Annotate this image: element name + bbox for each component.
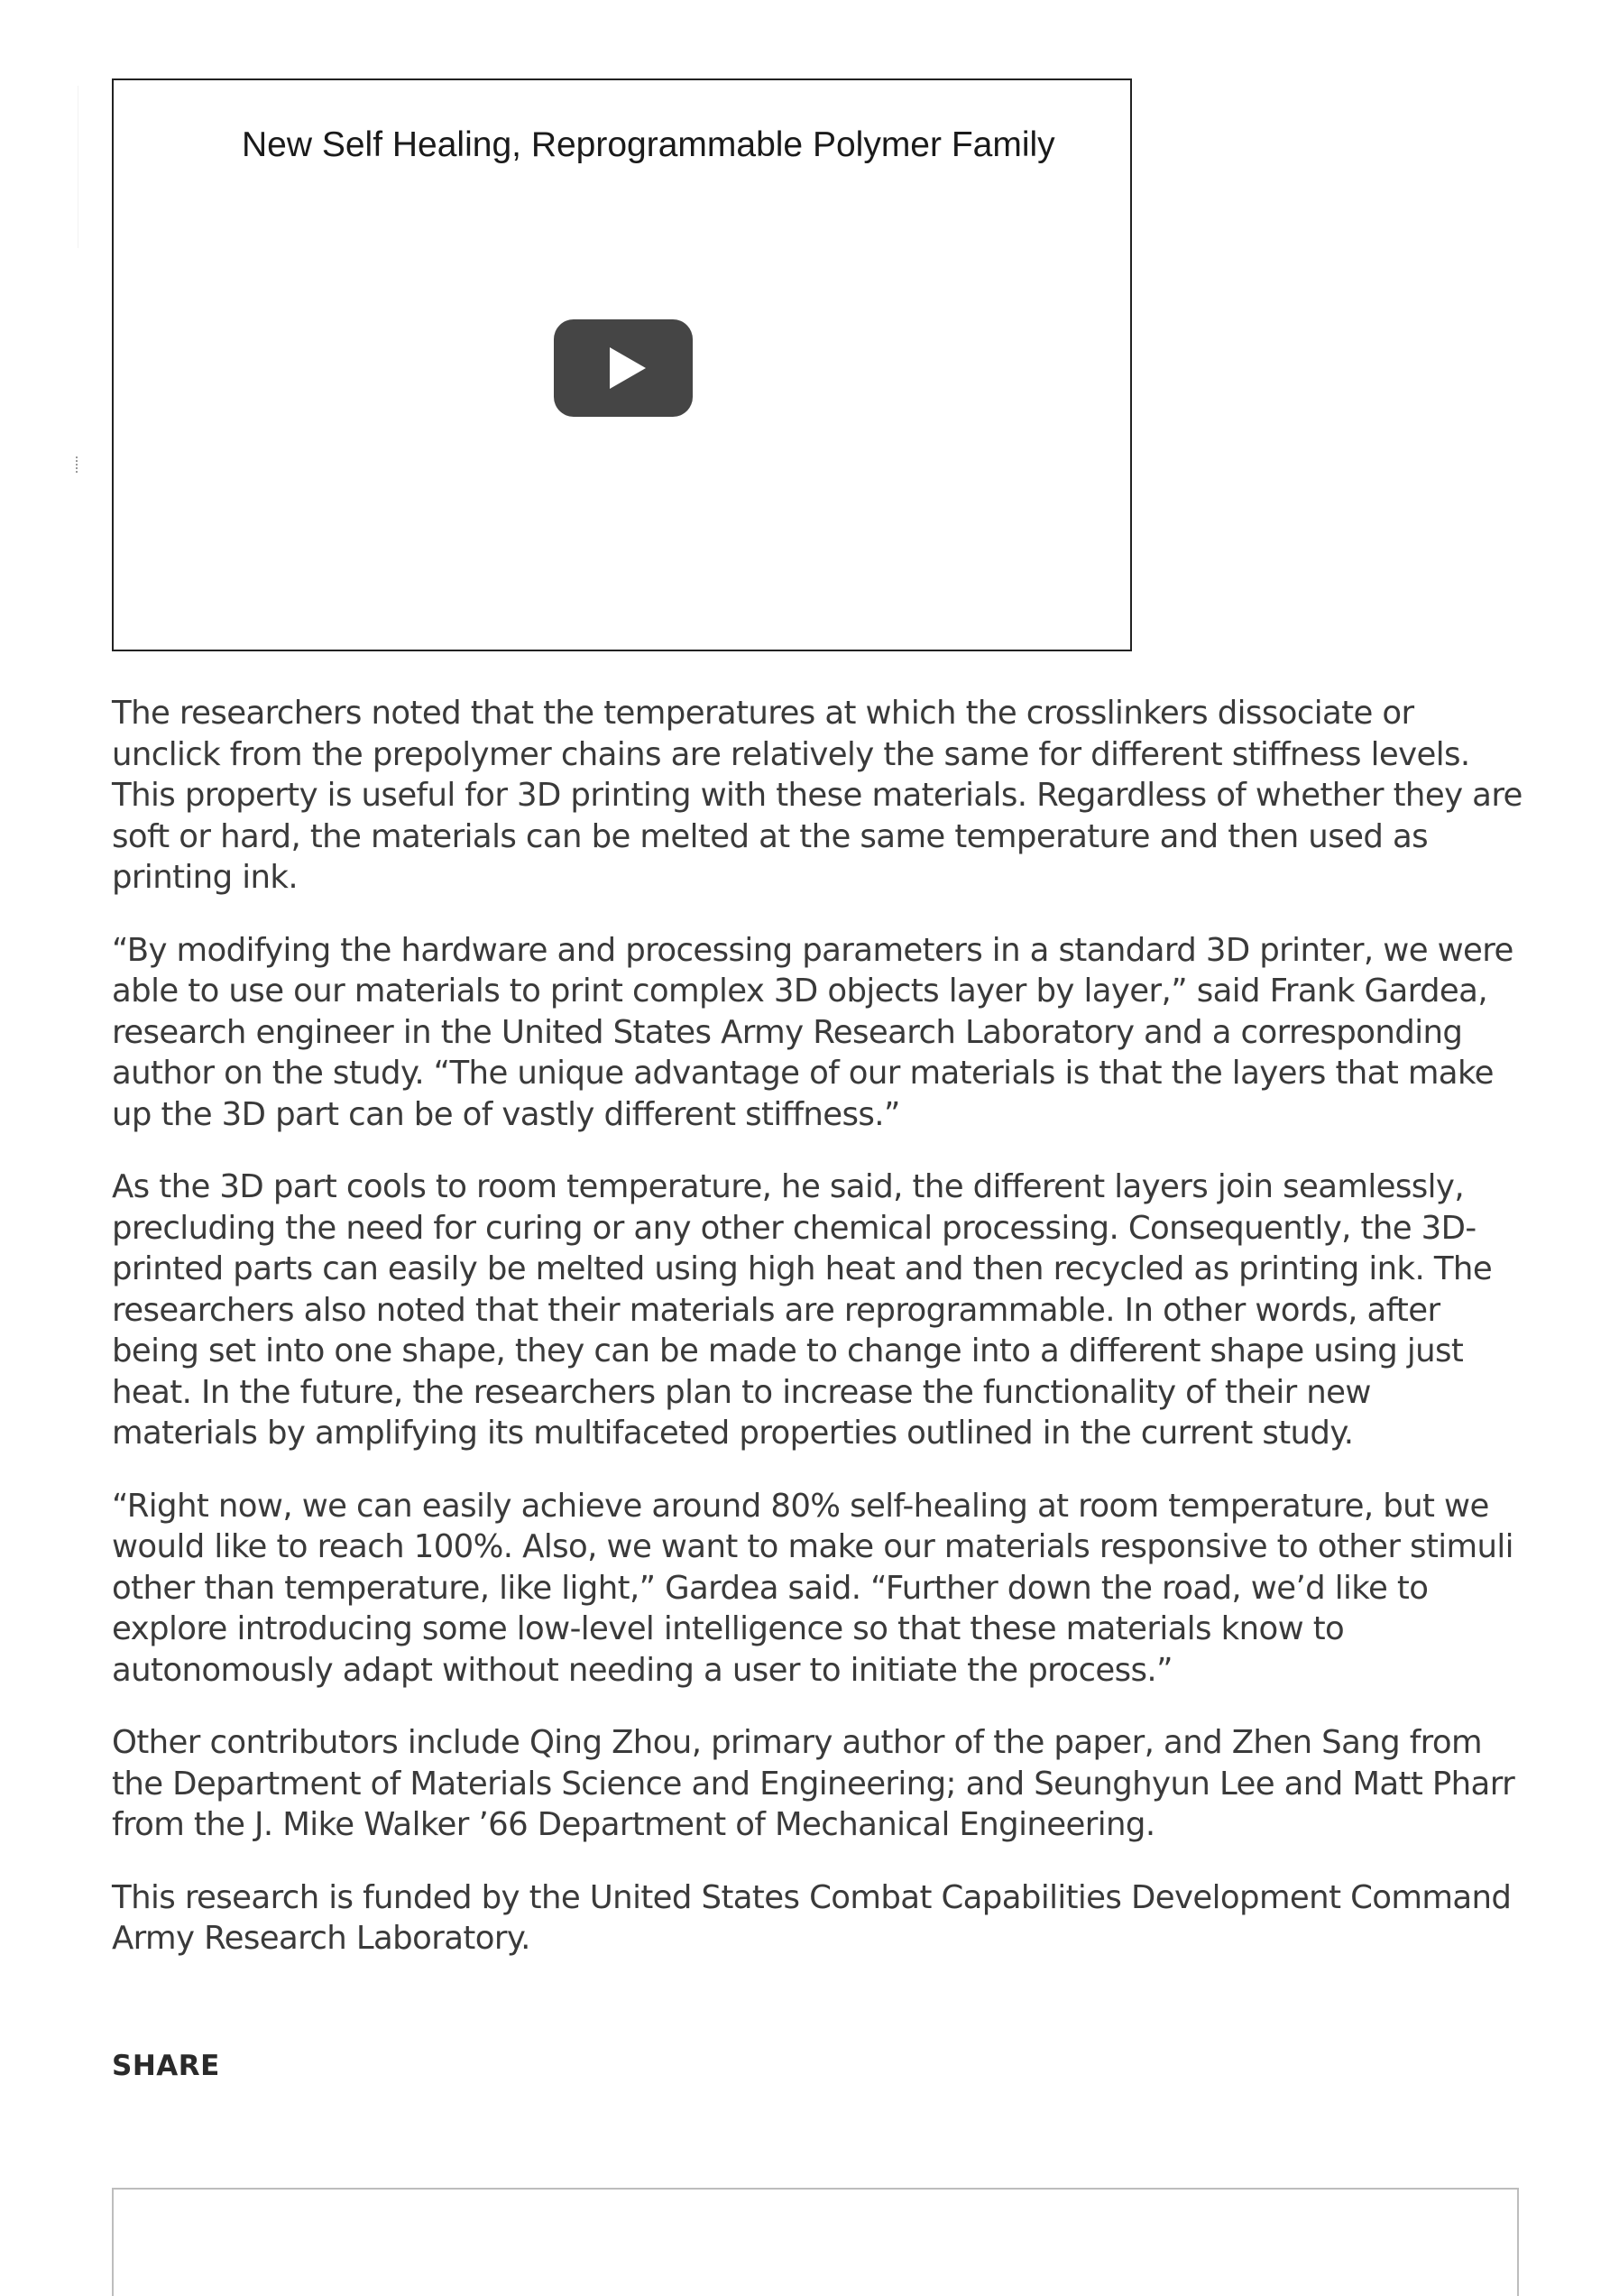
article-paragraph: As the 3D part cools to room temperature, he said, the different layers join seamlessly, precluding the need for curing or any other chemical processing. Consequently, the 3D-printed parts can easily be melted using high heat and then recycled as printing ink. The researchers also noted that their materials are reprogrammable. In other words, after being set into one shape, they can be made to change into a different shape using just heat. In the future, the researchers plan to increase the functionality of their new materials by amplifying its multifaceted properties outlined in the current study. <box>112 1168 1493 1452</box>
article-paragraph: This research is funded by the United States Combat Capabilities Development Command Army Research Laboratory. <box>112 1878 1512 1957</box>
article-paragraph: The researchers noted that the temperatures at which the crosslinkers dissociate or unclick from the prepolymer chains are relatively the same for different stiffness levels. This property is useful for 3D printing with these materials. Regardless of whether they are soft or hard, the materials can be melted at the same temperature and then used as printing ink. <box>112 695 1523 896</box>
video-embed[interactable] <box>112 78 1132 651</box>
play-icon <box>610 347 646 389</box>
article-paragraph: “Right now, we can easily achieve around 80% self-healing at room temperature, but we would like to reach 100%. Also, we want to make our materials responsive to other stimuli other than temperature, like light,” Gardea said. “Further down the road, we’d like to explore introducing some low-level intelligence so that these materials know to autonomously adapt without needing a user to initiate the process.” <box>112 1487 1513 1689</box>
article-body <box>112 693 1523 1991</box>
share-label: SHARE <box>112 2050 220 2082</box>
video-title[interactable]: New Self Healing, Reprogrammable Polymer Family <box>242 125 1055 164</box>
article-paragraph: Other contributors include Qing Zhou, primary author of the paper, and Zhen Sang from the Department of Materials Science and Engineering; and Seunghyun Lee and Matt Pharr from the J. Mike Walker ’66 Department of Mechanical Engineering. <box>112 1724 1515 1843</box>
share-widget-box <box>112 2188 1519 2296</box>
play-button[interactable] <box>554 319 693 417</box>
side-dots <box>76 456 79 473</box>
article-paragraph: “By modifying the hardware and processing parameters in a standard 3D printer, we were able to use our materials to print complex 3D objects layer by layer,” said Frank Gardea, research engineer in the United States Army Research Laboratory and a corresponding author on the study. “The unique advantage of our materials is that the layers that make up the 3D part can be of vastly different stiffness.” <box>112 931 1513 1133</box>
